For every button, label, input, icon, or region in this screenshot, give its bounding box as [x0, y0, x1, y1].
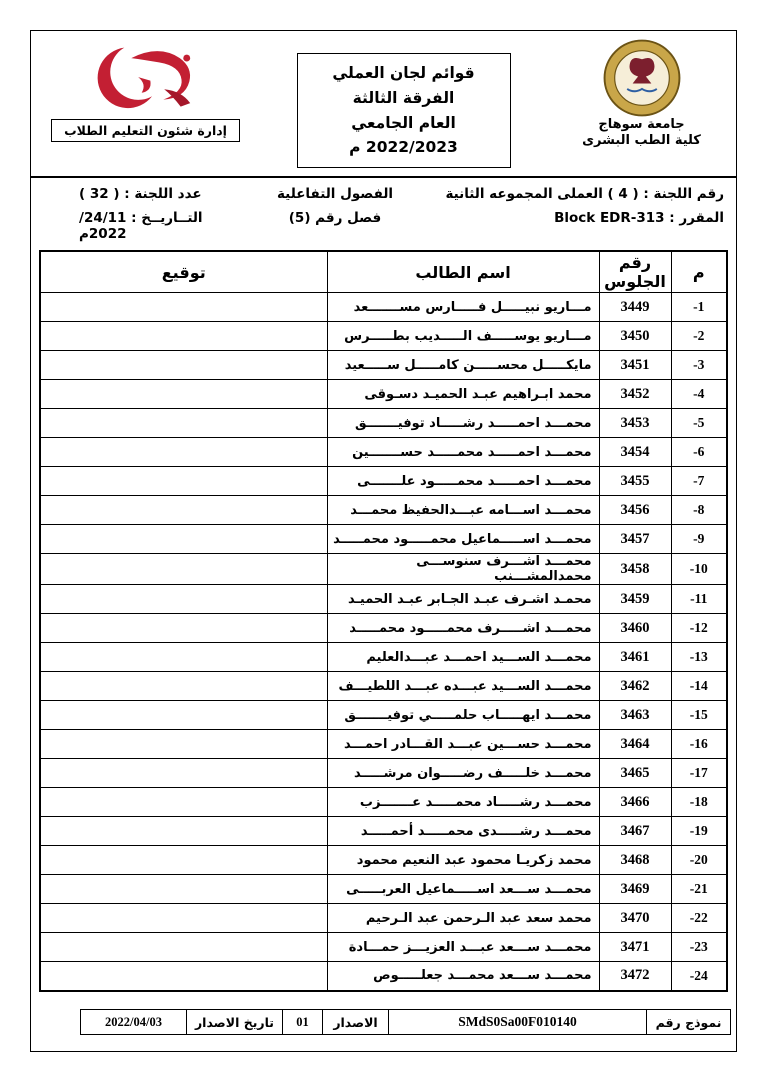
seat-number: 3471	[599, 933, 671, 962]
signature-cell	[40, 438, 327, 467]
admin-block	[43, 39, 248, 142]
seat-number: 3456	[599, 496, 671, 525]
row-index: -14	[671, 672, 727, 701]
table-row	[40, 730, 727, 759]
student-name: محمـــد اســـــماعيل محمـــــود محمـــــد	[327, 525, 599, 554]
student-name: محمـــد ســـعد محمـــد جعلـــــوص	[327, 962, 599, 991]
title-line-1: قوائم لجان العملي	[332, 64, 475, 82]
signature-cell	[40, 846, 327, 875]
signature-cell	[40, 875, 327, 904]
row-index: -16	[671, 730, 727, 759]
signature-cell	[40, 730, 327, 759]
issue-date-label: تاريخ الاصدار	[187, 1010, 283, 1035]
students-tbody	[40, 293, 727, 991]
header-seat: رقم الجلوس	[599, 251, 671, 293]
table-row	[40, 933, 727, 962]
table-row	[40, 409, 727, 438]
seat-number: 3452	[599, 380, 671, 409]
header-number: م	[671, 251, 727, 293]
row-index: -17	[671, 759, 727, 788]
document-header	[31, 31, 736, 170]
signature-cell	[40, 962, 327, 991]
red-crescent-logo-icon	[80, 39, 212, 117]
student-name: محمـــد ســـعد عبـــد العزيـــز حمـــادة	[327, 933, 599, 962]
seat-number: 3457	[599, 525, 671, 554]
header-signature: توقيع	[40, 251, 327, 293]
row-index: -1	[671, 293, 727, 322]
seat-number: 3455	[599, 467, 671, 496]
row-index: -20	[671, 846, 727, 875]
info-row-2	[37, 210, 730, 242]
row-index: -24	[671, 962, 727, 991]
table-row	[40, 293, 727, 322]
signature-cell	[40, 759, 327, 788]
table-row	[40, 496, 727, 525]
student-name: محمـــد اشـــــرف محمـــــود محمـــــد	[327, 614, 599, 643]
student-name: محمـد اشـرف عبـد الجـابر عبـد الحميـد	[327, 585, 599, 614]
seat-number: 3472	[599, 962, 671, 991]
student-name: محمـــد احمـــــد محمـــــد حســـــــين	[327, 438, 599, 467]
table-row	[40, 962, 727, 991]
committee-number: رقم اللجنة : ( 4 ) العملى المجموعه الثانية	[445, 186, 724, 203]
row-index: -8	[671, 496, 727, 525]
sections-title: الفصول التفاعلية	[277, 186, 394, 203]
signature-cell	[40, 409, 327, 438]
seat-number: 3459	[599, 585, 671, 614]
exam-date: التــاريــخ : 24/11/ 2022م	[79, 210, 203, 243]
signature-cell	[40, 788, 327, 817]
student-name: محمـــد الســـيد عبـــده عبـــد اللطيـــف	[327, 672, 599, 701]
student-name: محمـــد خلـــــف رضـــــوان مرشـــــد	[327, 759, 599, 788]
title-block	[279, 39, 529, 168]
title-line-3: العام الجامعي 2022/2023 م	[349, 113, 458, 157]
table-row	[40, 788, 727, 817]
student-name: محمـــد ايهـــــاب حلمـــــي توفيـــــــق	[327, 701, 599, 730]
signature-cell	[40, 467, 327, 496]
table-row	[40, 759, 727, 788]
header-row	[40, 251, 727, 293]
student-name: مايكـــــل محســـــن كامـــــل ســـــعيد	[327, 351, 599, 380]
signature-cell	[40, 701, 327, 730]
student-name: محمـــد حســـين عبـــد القـــادر احمـــد	[327, 730, 599, 759]
class-number: فصل رقم (5)	[288, 210, 382, 227]
committee-count: عدد اللجنة : ( 32 )	[79, 186, 202, 203]
row-index: -7	[671, 467, 727, 496]
form-code: SMdS0Sa00F010140	[389, 1010, 647, 1035]
table-row	[40, 585, 727, 614]
student-name: محمد زكريـا محمود عبد النعيم محمود	[327, 846, 599, 875]
seat-number: 3460	[599, 614, 671, 643]
signature-cell	[40, 322, 327, 351]
exam-info	[31, 178, 736, 242]
university-block	[559, 39, 724, 150]
seat-number: 3467	[599, 817, 671, 846]
seat-number: 3449	[599, 293, 671, 322]
student-name: محمـــد احمـــــد محمـــــود علـــــــى	[327, 467, 599, 496]
title-line-2: الفرقة الثالثة	[352, 88, 455, 107]
title-box	[297, 53, 511, 168]
students-table-head	[40, 251, 727, 293]
header-name: اسم الطالب	[327, 251, 599, 293]
student-name: محمـــد رشـــــاد محمـــــد عـــــــزب	[327, 788, 599, 817]
table-row	[40, 614, 727, 643]
seat-number: 3463	[599, 701, 671, 730]
table-row	[40, 525, 727, 554]
signature-cell	[40, 525, 327, 554]
table-row	[40, 701, 727, 730]
row-index: -18	[671, 788, 727, 817]
student-name: محمـــد اشـــرف سنوســـى محمدالمشـــنب	[327, 554, 599, 585]
table-row	[40, 875, 727, 904]
signature-cell	[40, 496, 327, 525]
table-row	[40, 846, 727, 875]
footer-row	[81, 1010, 731, 1035]
row-index: -12	[671, 614, 727, 643]
info-row-1	[37, 186, 730, 202]
signature-cell	[40, 643, 327, 672]
signature-cell	[40, 554, 327, 585]
seat-number: 3468	[599, 846, 671, 875]
row-index: -13	[671, 643, 727, 672]
seat-number: 3469	[599, 875, 671, 904]
row-index: -4	[671, 380, 727, 409]
row-index: -11	[671, 585, 727, 614]
seat-number: 3454	[599, 438, 671, 467]
seat-number: 3451	[599, 351, 671, 380]
row-index: -15	[671, 701, 727, 730]
table-row	[40, 643, 727, 672]
form-number-label: نموذج رقم	[647, 1010, 731, 1035]
student-name: محمـــد رشـــــدى محمـــــد أحمـــــد	[327, 817, 599, 846]
row-index: -3	[671, 351, 727, 380]
student-name: محمـــد اســـامه عبـــدالحفيظ محمـــد	[327, 496, 599, 525]
signature-cell	[40, 293, 327, 322]
seat-number: 3450	[599, 322, 671, 351]
row-index: -21	[671, 875, 727, 904]
version-value: 01	[283, 1010, 323, 1035]
student-name: محمد سعد عبد الـرحمن عبد الـرحيم	[327, 904, 599, 933]
seat-number: 3453	[599, 409, 671, 438]
student-name: محمـــد الســـيد احمـــد عبـــدالعليم	[327, 643, 599, 672]
seat-number: 3458	[599, 554, 671, 585]
seat-number: 3462	[599, 672, 671, 701]
table-row	[40, 817, 727, 846]
table-row	[40, 438, 727, 467]
row-index: -9	[671, 525, 727, 554]
seat-number: 3464	[599, 730, 671, 759]
seat-number: 3470	[599, 904, 671, 933]
signature-cell	[40, 904, 327, 933]
row-index: -2	[671, 322, 727, 351]
table-row	[40, 380, 727, 409]
row-index: -5	[671, 409, 727, 438]
students-table	[39, 250, 728, 992]
signature-cell	[40, 585, 327, 614]
student-name: محمد ابـراهيم عبـد الحميـد دسـوقى	[327, 380, 599, 409]
table-row	[40, 672, 727, 701]
version-label: الاصدار	[323, 1010, 389, 1035]
course-code: المقرر : Block EDR-313	[554, 210, 724, 227]
signature-cell	[40, 817, 327, 846]
row-index: -6	[671, 438, 727, 467]
table-row	[40, 904, 727, 933]
student-name: محمـــد احمـــــد رشـــــاد توفيـــــــق	[327, 409, 599, 438]
page-frame	[30, 30, 737, 1052]
table-row	[40, 554, 727, 585]
footer-table	[80, 1009, 731, 1035]
admin-caption: إدارة شئون التعليم الطلاب	[51, 119, 240, 142]
seat-number: 3466	[599, 788, 671, 817]
signature-cell	[40, 380, 327, 409]
issue-date-value: 2022/04/03	[81, 1010, 187, 1035]
student-name: مـــاريو نبيـــــل فـــــارس مســـــــعد	[327, 293, 599, 322]
signature-cell	[40, 672, 327, 701]
row-index: -10	[671, 554, 727, 585]
student-name: محمـــد ســـعد اســـــماعيل العربـــــى	[327, 875, 599, 904]
row-index: -19	[671, 817, 727, 846]
signature-cell	[40, 933, 327, 962]
signature-cell	[40, 351, 327, 380]
row-index: -23	[671, 933, 727, 962]
table-row	[40, 467, 727, 496]
university-name: جامعة سوهاج	[598, 117, 685, 132]
table-row	[40, 351, 727, 380]
seat-number: 3461	[599, 643, 671, 672]
signature-cell	[40, 614, 327, 643]
table-row	[40, 322, 727, 351]
row-index: -22	[671, 904, 727, 933]
student-name: مـــاريو يوســـــف الـــــديب بطـــــرس	[327, 322, 599, 351]
seat-number: 3465	[599, 759, 671, 788]
faculty-name: كلية الطب البشرى	[582, 133, 701, 149]
university-logo-icon	[603, 39, 681, 117]
